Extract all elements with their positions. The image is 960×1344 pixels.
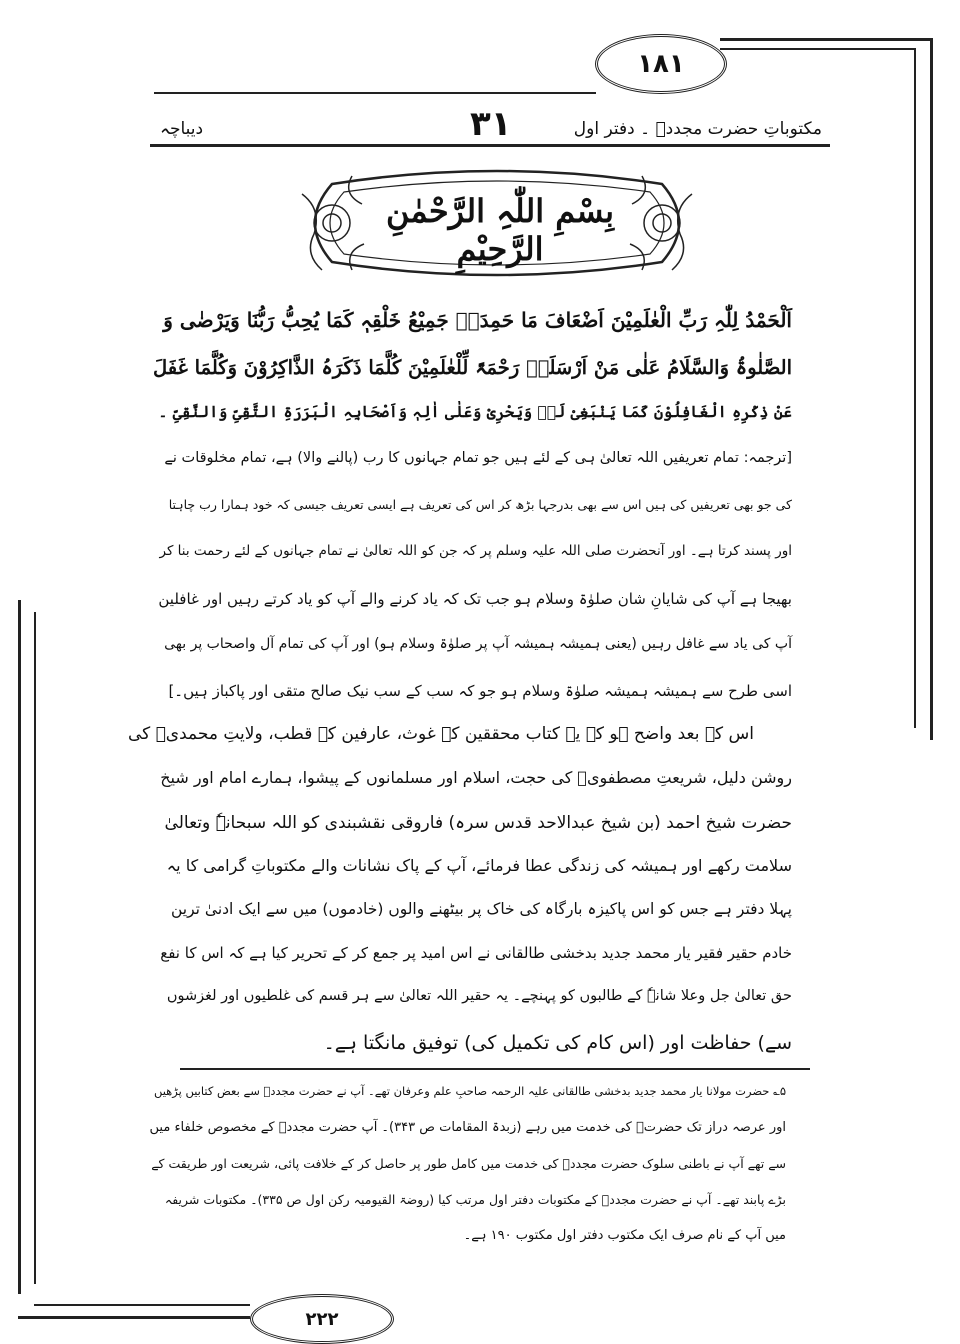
top-page-number: ١٨١ [595, 34, 727, 94]
frame-bottom-inner [34, 1304, 250, 1306]
body-line: روشن دلیل، شریعتِ مصطفویؐ کی حجت، اسلام اور مسلمانوں کے پیشوا، ہمارے امام اور شیخ [160, 768, 792, 787]
header-page-number: ٣١ [470, 104, 512, 144]
bottom-page-number: ٢٢٢ [250, 1294, 394, 1344]
frame-right-inner [914, 48, 916, 728]
header-rule [150, 144, 830, 147]
translation-line: اور پسند کرتا ہے۔ اور آنحضرت صلی اللہ علیہ وسلم پر کہ جن کو اللہ تعالیٰ نے تمام جہانوں کے لئے رحمت بنا کر [159, 543, 792, 559]
frame-left-outer [18, 600, 21, 1294]
arabic-line: عَنْ ذِکْرِہِ الْغَافِلُوْنَ کَمَا یَنْبَغِیْ لَہٗ وَیَحْرِیْ وَعَلٰی اٰلِہٖ وَاَصْحَابِہِ الْبَرَرَۃِ التَّقِیِّ وَالنَّقِیِّ ۔ [158, 402, 792, 421]
body-line: اس کے بعد واضح ہو کہ یہ کتاب محققین کے غوث، عارفین کے قطب، ولایتِ محمدیؐ کی [127, 724, 754, 744]
translation-line: کی جو بھی تعریفیں کی ہیں اس سے بھی بدرجہا بڑھ کر اس کی تعریف ہے ایسی تعریف جیسی کہ خود ہمارا رب چاہتا [168, 497, 792, 512]
body-line: حضرت شیخ احمد (بن شیخ عبدالاحد قدس سرہ) فاروقی نقشبندی کو اللہ سبحانہٗ وتعالیٰ [164, 813, 792, 833]
body-line: پہلا دفتر ہے جس کو اس پاکیزہ بارگاہ کی خاک پر بیٹھنے والوں (خادموں) میں سے ایک ادنیٰ ترین [171, 900, 792, 918]
footnote-separator [180, 1068, 810, 1070]
body-line: خادم حقیر فقیر یار محمد جدید بدخشی طالقانی نے اس امید پر جمع کر کے تحریر کیا ہے کہ اس کا نفع [160, 944, 792, 962]
body-line: حق تعالیٰ جل وعلا شانہٗ کے طالبوں کو پہنچے۔ یہ حقیر اللہ تعالیٰ سے ہر قسم کی غلطیوں اور لغزشوں [166, 988, 792, 1004]
translation-line: اسی طرح سے ہمیشہ ہمیشہ صلوٰۃ وسلام ہو جو کہ سب کے سب نیک صالح متقی اور پاکباز ہیں۔] [168, 682, 792, 700]
footnote-line: اور عرصہ دراز تک حضرتؒ کی خدمت میں رہے (زبدۃ المقامات ص ۳۴۳)۔ آپ حضرت مجددؒ کے مخصوص خلفاء میں [149, 1120, 786, 1135]
body-line: سے) حفاظت اور (اس کام کی تکمیل کی) توفیق مانگتا ہے۔ [323, 1032, 792, 1054]
frame-bottom-outer [18, 1316, 250, 1319]
frame-left-inner [34, 612, 36, 1284]
translation-line: بھیجا ہے آپ کی شایانِ شان صلوٰۃ وسلام ہو جب تک کہ یاد کرنے والے آپ کو یاد کرتے رہیں اور غافلین [158, 590, 792, 608]
arabic-line: الصَّلٰوۃُ وَالسَّلَامُ عَلٰی مَنْ اَرْسَلَہٗ رَحْمَۃً لِّلْعٰلَمِیْنَ کُلَّمَا ذَکَرَہُ الذَّاکِرُوْنَ وَکُلَّمَا غَفَلَ [153, 356, 792, 379]
header-book-title: مکتوباتِ حضرت مجددؒ ۔ دفتر اول [573, 119, 822, 139]
body-line: سلامت رکھے اور ہمیشہ کی زندگی عطا فرمائے، آپ کے پاک نشانات والے مکتوباتِ گرامی کا یہ [166, 856, 792, 875]
frame-right-outer [930, 38, 933, 740]
footnote-line: ۵؎ حضرت مولانا یار محمد جدید بدخشی طالقانی علیہ الرحمہ صاحبِ علم وعرفان تھے۔ آپ نے حضرت مجددؒ سے بعض کتابیں پڑھیں [153, 1084, 786, 1098]
arabic-line: اَلْحَمْدُ لِلّٰہِ رَبِّ الْعٰلَمِیْنَ اَضْعَافَ مَا حَمِدَہٗ جَمِیْعُ خَلْقِہٖ کَمَا یُحِبُّ رَبُّنَا وَیَرْضٰی وَ [163, 308, 792, 332]
footnote-line: میں آپ کے نام صرف ایک مکتوب دفتر اول مکتوب ۱۹۰ ہے۔ [463, 1228, 786, 1243]
translation-line: آپ کی یاد سے غافل رہیں (یعنی ہمیشہ ہمیشہ آپ پر صلوٰۃ وسلام ہو) اور آپ کی تمام آل واصحاب پر بھی [164, 636, 792, 652]
bismillah-calligraphy: بِسْمِ اللّٰہِ الرَّحْمٰنِ الرَّحِیْمِ [386, 192, 614, 268]
footnote-line: بڑے پابند تھے۔ آپ نے حضرت مجددؒ کے مکتوبات دفتر اول مرتب کیا (روضۃ القیومیہ رکن اول ص ۳۳۵)۔ مکتوبات شریفہ [164, 1192, 786, 1207]
translation-line: [ترجمہ: تمام تعریفیں اللہ تعالیٰ ہی کے لئے ہیں جو تمام جہانوں کا رب (پالنے والا) ہے، تمام مخلوقات نے [164, 450, 792, 466]
header-section-title: دیباچہ [160, 119, 204, 139]
frame-top-inner [720, 48, 916, 50]
header-rule-top [154, 92, 596, 94]
frame-top-outer [720, 38, 932, 41]
footnote-line: سے تھے آپ نے باطنی سلوک حضرت مجددؒ کی خدمت میں کامل طور پر حاصل کر کے خلافت پائی، شریعت اور طریقت کے [151, 1156, 786, 1171]
